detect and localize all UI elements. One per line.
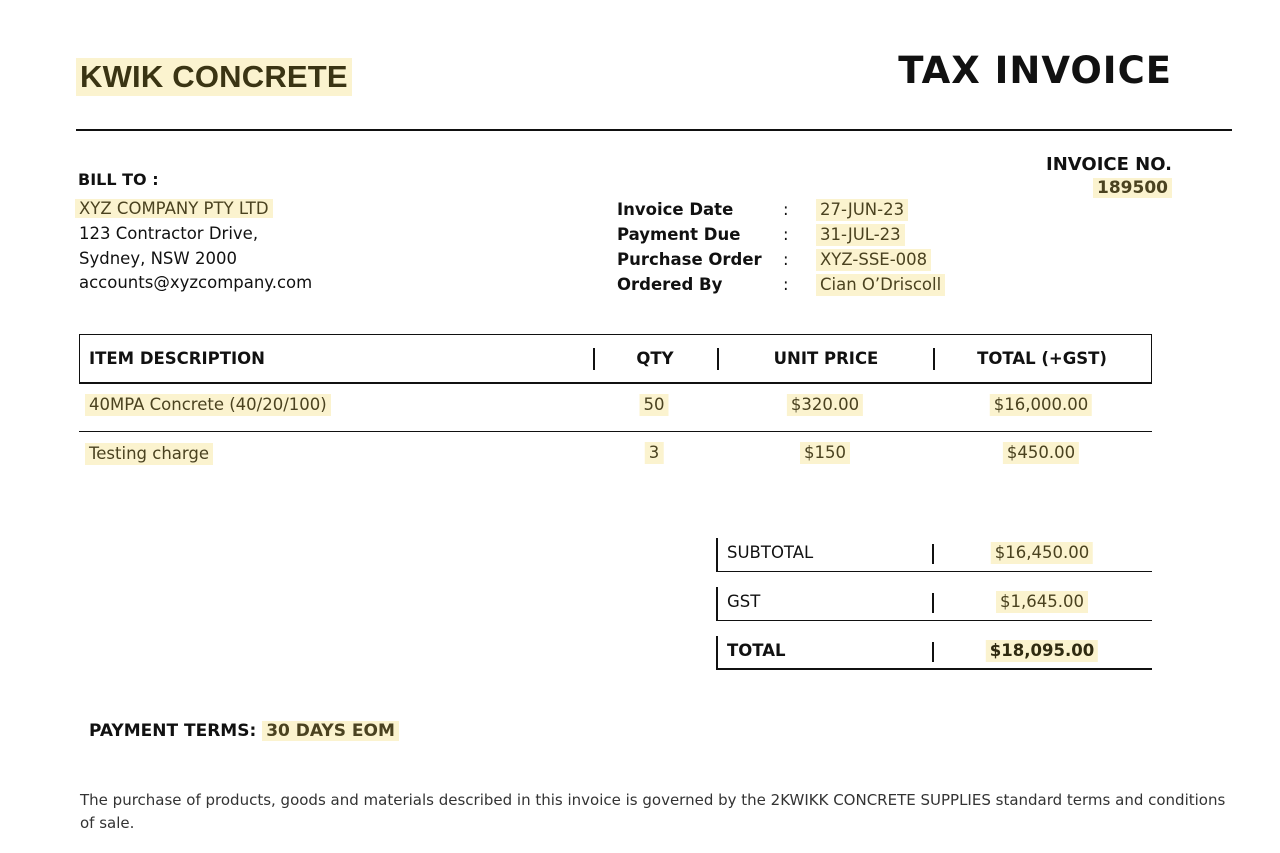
- cell-description: 40MPA Concrete (40/20/100): [85, 394, 331, 416]
- summary-left-border: [716, 636, 718, 670]
- company-logo: KWIK CONCRETE: [76, 58, 352, 96]
- items-table: [79, 334, 1152, 474]
- summary-row-gst: [716, 587, 1152, 621]
- bill-to-company: [75, 198, 273, 220]
- row-divider: [79, 431, 1152, 432]
- meta-label: Invoice Date: [617, 200, 734, 219]
- summary-value: $16,450.00: [991, 542, 1093, 564]
- payment-terms-value: 30 DAYS EOM: [262, 721, 399, 741]
- header-separator: [717, 348, 719, 370]
- meta-value: 31-JUL-23: [816, 224, 905, 246]
- invoice-number-value: 189500: [1093, 178, 1172, 198]
- meta-label: Ordered By: [617, 275, 723, 294]
- meta-colon: :: [783, 225, 789, 244]
- meta-colon: :: [783, 275, 789, 294]
- summary-label: GST: [727, 592, 761, 611]
- header-separator: [933, 348, 935, 370]
- header-separator: [593, 348, 595, 370]
- header-total: TOTAL (+GST): [977, 349, 1107, 368]
- summary-rule: [716, 571, 1152, 572]
- summary-left-border: [716, 587, 718, 621]
- summary-label: TOTAL: [727, 641, 786, 660]
- meta-value: 27-JUN-23: [816, 199, 908, 221]
- document-title: TAX INVOICE: [898, 49, 1172, 92]
- summary-separator: [932, 593, 934, 613]
- bill-to-email-text: accounts@xyzcompany.com: [79, 273, 313, 292]
- header-qty: QTY: [636, 349, 674, 368]
- summary-left-border: [716, 538, 718, 572]
- summary-separator: [932, 544, 934, 564]
- header-unit-price: UNIT PRICE: [773, 349, 879, 368]
- meta-colon: :: [783, 200, 789, 219]
- summary-value: $18,095.00: [986, 640, 1098, 662]
- invoice-number-label: INVOICE NO.: [1046, 154, 1172, 175]
- cell-qty: 3: [645, 442, 664, 464]
- cell-total: $450.00: [1003, 442, 1079, 464]
- cell-description: Testing charge: [85, 443, 213, 465]
- cell-unit-price: $320.00: [787, 394, 863, 416]
- header-divider: [76, 129, 1232, 131]
- meta-label: Purchase Order: [617, 250, 762, 269]
- cell-qty: 50: [640, 394, 669, 416]
- summary-row-total: [716, 636, 1152, 670]
- meta-label: Payment Due: [617, 225, 741, 244]
- cell-total: $16,000.00: [990, 394, 1092, 416]
- bill-to-address-1-text: 123 Contractor Drive,: [79, 224, 259, 243]
- summary-row-subtotal: [716, 538, 1152, 572]
- summary-rule: [716, 668, 1152, 670]
- meta-colon: :: [783, 250, 789, 269]
- cell-unit-price: $150: [800, 442, 850, 464]
- items-table-header: [79, 334, 1152, 384]
- summary-separator: [932, 642, 934, 662]
- summary-rule: [716, 620, 1152, 621]
- bill-to-company-text: XYZ COMPANY PTY LTD: [75, 199, 273, 218]
- bill-to-label: BILL TO :: [78, 170, 159, 189]
- bill-to-address-line-2: [75, 248, 241, 270]
- payment-terms: [89, 720, 399, 742]
- summary-value: $1,645.00: [996, 591, 1088, 613]
- meta-value: Cian O’Driscoll: [816, 274, 945, 296]
- terms-footer-note: The purchase of products, goods and materials described in this invoice is governed by the 2KWIKK CONCRETE SUPPLIES standard terms and conditions of sale.: [80, 791, 1226, 832]
- bill-to-address-2-text: Sydney, NSW 2000: [79, 249, 237, 268]
- payment-terms-label: PAYMENT TERMS:: [89, 721, 257, 741]
- meta-value: XYZ-SSE-008: [816, 249, 931, 271]
- bill-to-email: [75, 272, 316, 294]
- summary-label: SUBTOTAL: [727, 543, 814, 562]
- header-item-description: ITEM DESCRIPTION: [89, 349, 265, 368]
- bill-to-address-line-1: [75, 223, 262, 245]
